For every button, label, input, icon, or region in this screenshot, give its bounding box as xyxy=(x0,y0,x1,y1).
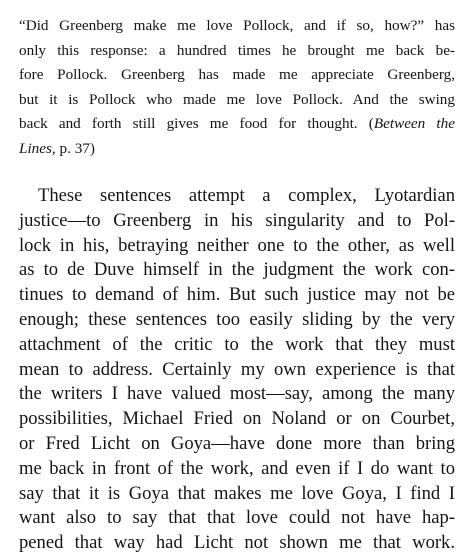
paragraph-line: mean to address. Certainly my own experience is that xyxy=(19,358,455,380)
paragraph-line: or Fred Licht on Goya—have done more than bring xyxy=(19,432,455,454)
paragraph-line: These sentences attempt a complex, Lyotardian xyxy=(38,185,455,206)
paragraph-line: pened that way had Licht not shown me that work. xyxy=(19,532,455,554)
quote-line: “Did Greenberg make me love Pollock, and if so, how?” has xyxy=(19,17,455,34)
block-quote xyxy=(19,14,455,161)
paragraph-line: as to de Duve himself in the judgment the work con- xyxy=(19,259,455,281)
quote-line: fore Pollock. Greenberg has made me appreciate Greenberg, xyxy=(19,66,455,83)
paragraph-line: say that it is Goya that makes me love Goya, I find I xyxy=(19,482,455,504)
paragraph-line: enough; these sentences too easily sliding by the very xyxy=(19,308,455,330)
paragraph-line: possibilities, Michael Fried on Noland or on Courbet, xyxy=(19,408,455,430)
paragraph-line: lock in his, betraying neither one to the other, as well xyxy=(19,234,455,256)
quote-line: Lines, p. 37) xyxy=(19,139,95,157)
paragraph-line: tinues to demand of him. But such justice may not be xyxy=(19,284,455,306)
paragraph-line: the writers I have valued most—say, among the many xyxy=(19,383,455,405)
paragraph-line: me back in front of the work, and even if I do want to xyxy=(19,457,455,479)
body-paragraph xyxy=(19,184,455,556)
quote-line: only this response: a hundred times he brought me back be- xyxy=(19,41,455,59)
quote-line: back and forth still gives me food for thought. (Between the xyxy=(19,115,455,132)
paragraph-line: want also to say that that love could not have hap- xyxy=(19,507,455,529)
paragraph-line: attachment of the critic to the work that they must xyxy=(19,333,455,355)
quote-line: but it is Pollock who made me love Pollock. And the swing xyxy=(19,90,455,108)
paragraph-line: justice—to Greenberg in his singularity and to Pol- xyxy=(19,209,455,231)
